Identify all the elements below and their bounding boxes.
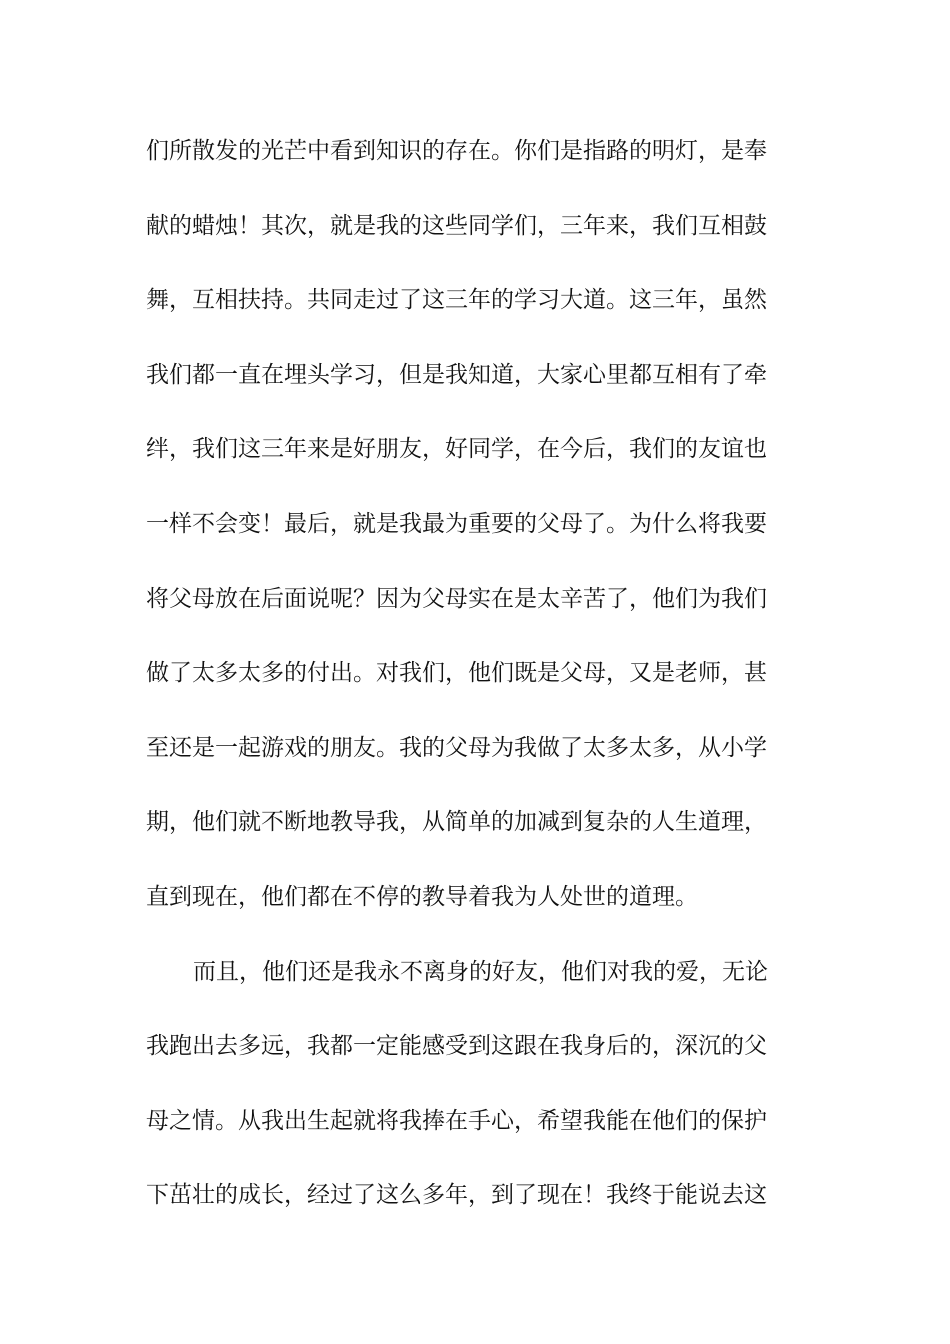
text-line: 下茁壮的成长，经过了这么多年，到了现在！我终于能说去这 (146, 1182, 767, 1209)
text-line: 母之情。从我出生起就将我捧在手心，希望我能在他们的保护 (146, 1107, 767, 1134)
text-line: 至还是一起游戏的朋友。我的父母为我做了太多太多，从小学 (146, 734, 767, 761)
text-line: 将父母放在后面说呢？因为父母实在是太辛苦了，他们为我们 (146, 585, 767, 612)
text-line: 绊，我们这三年来是好朋友，好同学，在今后，我们的友谊也 (146, 436, 767, 463)
document-body (146, 128, 796, 1247)
text-line: 期，他们就不断地教导我，从简单的加减到复杂的人生道理， (146, 809, 767, 836)
text-line: 我们都一直在埋头学习，但是我知道，大家心里都互相有了牵 (146, 361, 767, 388)
text-line: 我跑出去多远，我都一定能感受到这跟在我身后的，深沉的父 (146, 1033, 767, 1060)
text-line: 舞，互相扶持。共同走过了这三年的学习大道。这三年，虽然 (146, 287, 767, 314)
text-line: 做了太多太多的付出。对我们，他们既是父母，又是老师，甚 (146, 660, 767, 687)
text-line: 们所散发的光芒中看到知识的存在。你们是指路的明灯，是奉 (146, 138, 767, 164)
paragraph-start-line: 而且，他们还是我永不离身的好友，他们对我的爱，无论 (193, 958, 768, 985)
text-line: 献的蜡烛！其次，就是我的这些同学们，三年来，我们互相鼓 (146, 212, 767, 239)
text-line: 一样不会变！最后，就是我最为重要的父母了。为什么将我要 (146, 510, 767, 537)
text-line: 直到现在，他们都在不停的教导着我为人处世的道理。 (146, 883, 698, 910)
